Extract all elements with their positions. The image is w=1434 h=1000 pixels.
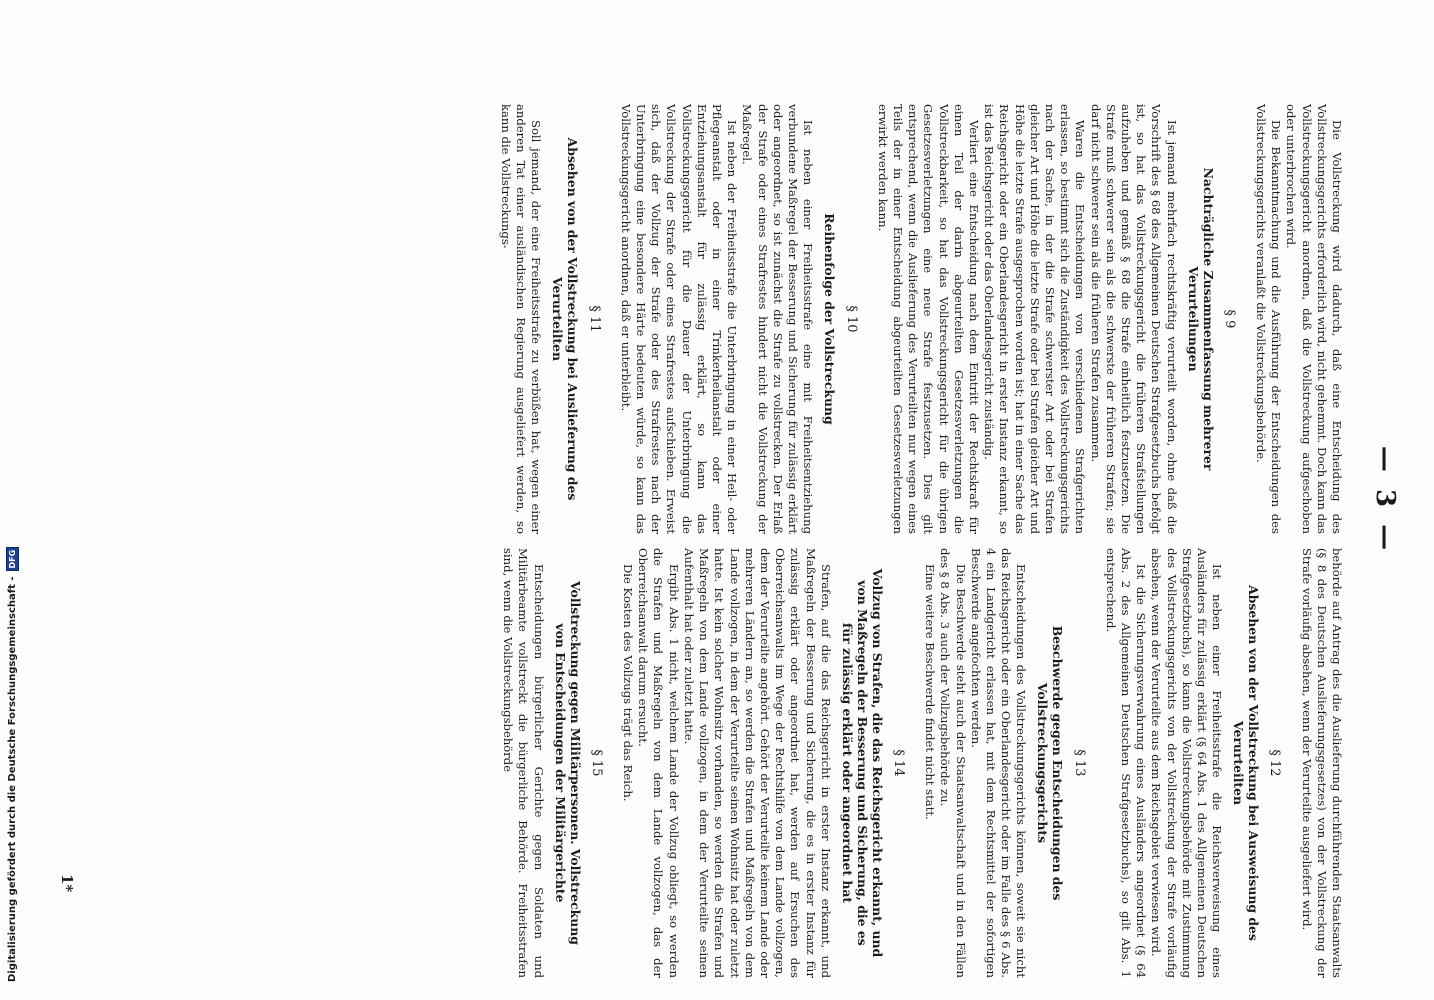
paragraph: Strafen, auf die das Reichsgericht in erster Instanz erkannt, und Maßregeln der Besserung und Sicherung, die es in erster Instanz für zulässig erklärt oder angeordnet hat, werden auf Ersuchen des Oberreichsanwalts im Wege der Rechtshilfe von dem Lande vollzogen, dem der Verurteilte angehört. Gehört der Verurteilte keinem Lande oder mehreren Ländern an, so werden die Strafen und Maßregeln von dem Lande vollzogen, in dem der Verurteilte seinen Wohnsitz hat oder zuletzt hatte. Ist kein solcher Wohnsitz vorhanden, so werden die Strafen und Maßregeln von dem Lande vollzogen, in dem der Verurteilte seinen Aufenthalt hat oder zuletzt hatte. (681, 548, 833, 978)
signature-mark: 1* (58, 874, 76, 893)
section-9 (875, 104, 1237, 534)
paragraph: Die Kosten des Vollzugs trägt das Reich. (621, 564, 636, 802)
paragraph: Die Vollstreckung wird dadurch, daß eine Entscheidung des Vollstreckungsgerichts erforderlich wird, nicht gehemmt. Doch kann das Vollstreckungsgericht anordnen, daß die Vollstreckung aufgeschoben oder unterbrochen wird. (1284, 104, 1344, 534)
paragraph: Waren die Entscheidungen von verschiedenen Strafgerichten erlassen, so bestimmt sich die Zuständigkeit des Vollstreckungsgerichts nach der Sache, in der die Strafe schwerster Art oder bei Strafen gleicher Art und Höhe die letzte Strafe oder bei Strafen gleicher Art und Höhe die letzte Strafe ausgesprochen worden ist; hat in einer Sache das Reichsgericht oder ein Oberlandesgericht in erster Instanz erkannt, so ist das Reichsgericht oder das Oberlandesgericht zuständig. (982, 104, 1088, 534)
paragraph: Ist die Sicherungsverwahrung eines Ausländers angeordnet (§ 64 Abs. 2 des Allgemeinen Deutschen Strafgesetzbuchs), so gilt Abs. 1 entsprechend. (1103, 548, 1149, 978)
paragraph: Entscheidungen des Vollstreckungsgerichts können, soweit sie nicht das Reichsgericht oder ein Oberlandesgericht oder im Falle des § 6 Abs. 4 ein Landgericht erlassen hat, mit dem Rechtsmittel der sofortigen Beschwerde angefochten werden. (968, 548, 1029, 978)
section-number: § 11 (586, 305, 602, 333)
paragraph: behörde auf Antrag des die Auslieferung durchführenden Staatsanwalts (§ 8 des Deutschen Auslieferungsgesetzes) von der Vollstreckung der Strafe vorläufig absehen, wenn der Verurteilte ausgeliefert wird. (1299, 548, 1344, 978)
footer-text: Digitalisierung gefördert durch die Deutsche Forschungsgemeinschaft - (7, 576, 18, 982)
section-15 (500, 548, 604, 978)
section-title: Reihenfolge der Vollstreckung (822, 213, 838, 425)
section-number: § 13 (1071, 749, 1087, 777)
section-14 (620, 548, 906, 978)
section-13 (922, 548, 1087, 978)
paragraph: Ergibt Abs. 1 nicht, welchem Lande der Vollzug obliegt, so werden die Strafen und Maßregeln von dem Lande vollzogen, das der Oberreichsanwalt darum ersucht. (636, 548, 681, 978)
paragraph: Ist neben der Freiheitsstrafe die Unterbringung in einer Heil- oder Pflegeanstalt oder in einer Trinkerheilanstalt oder einer Entziehungsanstalt für zulässig erklärt, so kann das Vollstreckungsgericht für die Dauer der Unterbringung die Vollstreckung der Strafe oder eines Strafrestes aufschieben. Erweist sich, daß der Vollzug der Strafe oder des Strafrestes nach der Unterbringung eine besondere Härte bedeuten würde, so kann das Vollstreckungsgericht anordnen, daß er unterbleibt. (618, 104, 740, 534)
section-number: § 12 (1267, 749, 1283, 777)
dfg-logo-icon: DFG (6, 547, 19, 572)
section-title: Absehen von der Vollstreckung bei Auslieferung des Verurteilten (550, 137, 581, 501)
paragraph: Ist neben einer Freiheitsstrafe eine mit Freiheitsentziehung verbundene Maßregel der Besserung und Sicherung für zulässig erklärt oder angeordnet, so ist zunächst die Strafe zu vollstrecken. Der Erlaß der Strafe oder eines Strafrestes hindert nicht die Vollstreckung der Maßregel. (740, 104, 816, 534)
paragraph: Soll jemand, der eine Freiheitsstrafe zu verbüßen hat, wegen einer anderen Tat einer ausländischen Regierung ausgeliefert werden, so kann die Vollstreckungs- (499, 104, 544, 534)
paragraph: Die Bekanntmachung und die Ausführung der Entscheidungen des Vollstreckungsgerichts veranlaßt die Vollstreckungsbehörde. (1253, 104, 1284, 534)
paragraph: Ist neben einer Freiheitsstrafe die Reichsverweisung eines Ausländers für zulässig erklärt (§ 64 Abs. 1 des Allgemeinen Deutschen Strafgesetzbuchs), so kann die Vollstreckungsbehörde mit Zustimmung des Vollstreckungsgerichts von der Vollstreckung der Strafe vorläufig absehen, wenn der Verurteilte aus dem Reichsgebiet verwiesen wird. (1149, 548, 1225, 978)
right-column (500, 548, 1344, 978)
section-number: § 9 (1221, 309, 1237, 329)
section-10 (618, 104, 859, 534)
digitization-footer (6, 0, 19, 1000)
paragraph: Ist jemand mehrfach rechtskräftig verurteilt worden, ohne daß die Vorschrift des § 68 des Allgemeinen Deutschen Strafgesetzbuchs befolgt ist, so hat das Vollstreckungsgericht die früheren Strafstellungen aufzuheben und gemäß § 68 die Strafe einheitlich festzusetzen. Die Strafe muß schwerer sein als die schwerste der früheren Strafen; sie darf nicht schwerer sein als die früheren Strafen zusammen. (1088, 104, 1179, 534)
section-number: § 15 (588, 749, 604, 777)
section-11 (498, 104, 602, 534)
section-title: Nachträgliche Zusammenfassung mehrerer Verurteilungen (1185, 167, 1216, 471)
section-title: Vollstreckung gegen Militärpersonen. Vollstreckung von Entscheidungen der Militärgerichte (552, 581, 583, 945)
section-12 (1103, 548, 1283, 978)
paragraph: Verliert eine Entscheidung nach dem Eintritt der Rechtskraft für einen Teil der darin abgeurteilten Gesetzesverletzungen die Vollstreckbarkeit, so hat das Vollstreckungsgericht für die übrigen Gesetzesverletzungen eine neue Strafe festzusetzen. Dies gilt entsprechend, wenn die Auslieferung des Verurteilten nur wegen eines Teils der in einer Entscheidung abgeurteilten Gesetzesverletzungen erwirkt werden kann. (875, 104, 981, 534)
paragraph: Die Beschwerde steht auch der Staatsanwaltschaft und in den Fällen des § 8 Abs. 3 auch der Vollzugsbehörde zu. (938, 548, 968, 978)
page-number: — 3 — (1370, 445, 1400, 555)
section-title: Absehen von der Vollstreckung bei Ausweisung des Verurteilten (1231, 585, 1262, 941)
section-title: Beschwerde gegen Entscheidungen des Vollstreckungsgerichts (1035, 625, 1066, 901)
section-title: Vollzug von Strafen, die das Reichsgericht erkannt, und von Maßregeln der Besserung und Sicherung, die es für zulässig erklärt oder angeordnet hat (839, 568, 885, 958)
section-number: § 10 (843, 305, 859, 333)
section-number: § 14 (890, 749, 906, 777)
left-column (498, 104, 1344, 534)
paragraph: Eine weitere Beschwerde findet nicht statt. (923, 564, 938, 820)
paragraph: Entscheidungen bürgerlicher Gerichte gegen Soldaten und Militärbeamte vollstreckt die bürgerliche Behörde. Freiheitsstrafen sind, wenn die Vollstreckungsbehörde (501, 548, 546, 978)
